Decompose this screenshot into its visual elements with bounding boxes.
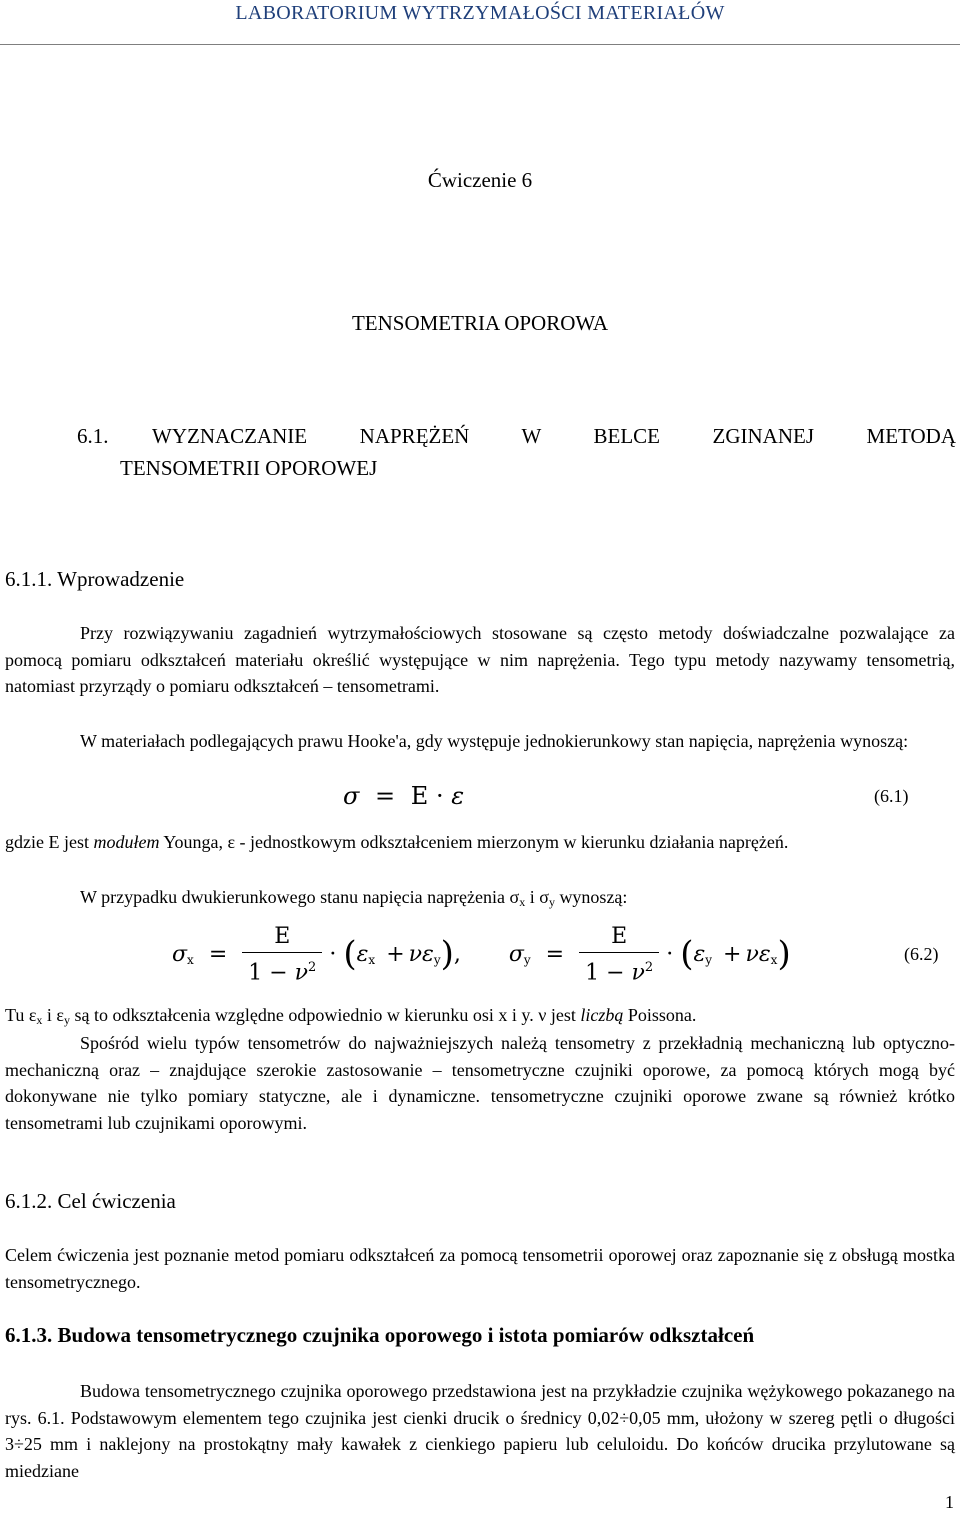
p3-italic-term: modułem (93, 832, 160, 852)
eq2-comma: , (453, 942, 461, 968)
eq2-equals-1: = (208, 942, 228, 968)
p5-sub-y: y (63, 1013, 70, 1027)
p4-text: W przypadku dwukierunkowego stanu napięcia naprężenia σ (80, 887, 520, 907)
p5-italic-term: liczbą (580, 1005, 624, 1025)
section-title-line2: TENSOMETRII OPOROWEJ (120, 456, 378, 480)
eq2-frac1-denominator (242, 953, 322, 988)
eq2-eps-sub-x: x (368, 953, 376, 968)
strain-definition-paragraph (5, 1002, 955, 1029)
p3-text-b: Younga, ε - jednostkowym odkształceniem mierzonym w kierunku działania naprężeń. (159, 832, 789, 852)
tensometer-types-paragraph: Spośród wielu typów tensometrów do najważniejszych należą tensometry z przekładnią mechaniczną lub optyczno-mechaniczną oraz – znajdujące szerokie zastosowanie – tensometryczne czujniki oporowe, za pomocą których mogą być dokonywane nie tylko pomiary statyczne, ale i dynamiczne. tensometryczne czujniki oporowe zwane są również krótko tensometrami lub czujnikami oporowymi. (5, 1033, 955, 1133)
eq2-frac2-numerator: E (579, 922, 659, 953)
goal-paragraph: Celem ćwiczenia jest poznanie metod pomiaru odkształceń za pomocą tensometrii oporowej oraz zapoznanie się z obsługą mostka tensometrycznego. (5, 1245, 955, 1292)
eq2-eps-sub-y-2: y (705, 953, 713, 968)
eq2-frac1-nu: ν (294, 960, 309, 986)
equation-number-6-1: (6.1) (874, 786, 909, 806)
eq2-dot-1: · (329, 942, 337, 968)
eq2-sub-x: x (187, 953, 194, 968)
construction-paragraph: Budowa tensometrycznego czujnika oporowego przedstawiona jest na przykładzie czujnika wężykowego pokazanego na rys. 6.1. Podstawowym elementem tego czujnika jest cienki drucik o średnicy 0,02÷0,05 mm, ułożony w szereg pętli o długości 3÷25 mm i naklejony na prostokątny mały kawałek z cienkiego papieru lub celuloidu. Do końców drucika przylutowane są miedziane (5, 1381, 955, 1481)
eq2-plus-2: + (723, 942, 742, 968)
eq2-frac2-one-minus: 1 − (585, 960, 632, 986)
eq2-sub-y: y (523, 953, 531, 968)
page-number: 1 (945, 1492, 954, 1512)
subsection-heading-introduction: 6.1.1. Wprowadzenie (5, 567, 185, 591)
equation-hooke (343, 782, 464, 810)
eq1-equals: = (375, 782, 396, 810)
p5-sub-x: x (36, 1013, 43, 1027)
eq2-open-paren-1: ( (343, 934, 357, 975)
eq2-frac1-one-minus: 1 − (248, 960, 295, 986)
eq2-close-paren-1: ) (440, 934, 454, 975)
subsection-heading-goal: 6.1.2. Cel ćwiczenia (5, 1189, 176, 1213)
eq1-dot: · (435, 782, 444, 810)
eq2-dot-2: · (666, 942, 674, 968)
p5-text-c: są to odkształcenia względne odpowiednio w kierunku osi x i y. ν jest (69, 1005, 581, 1025)
p3-text-a: gdzie E jest (5, 832, 94, 852)
eq2-eps-sub-x-2: x (770, 953, 778, 968)
eq2-plus-1: + (386, 942, 405, 968)
eq2-frac2-square: 2 (644, 960, 654, 975)
p4-sub-x: x (519, 895, 526, 909)
eq2-epsilon-y-2: ε (693, 942, 706, 968)
exercise-title: Ćwiczenie 6 (427, 168, 533, 192)
eq2-frac1-square: 2 (308, 960, 317, 975)
p4-mid: i σ (525, 887, 549, 907)
eq2-epsilon-x: ε (356, 942, 369, 968)
topic-title: TENSOMETRIA OPOROWA (351, 311, 609, 335)
equation-biaxial (172, 922, 791, 988)
eq2-frac2-denominator (579, 953, 659, 988)
eq2-open-paren-2: ( (680, 934, 694, 975)
eq2-nu-2: ν (745, 942, 759, 968)
biaxial-paragraph (5, 884, 955, 911)
p5-text-b: i ε (42, 1005, 64, 1025)
section-title-line1: WYZNACZANIE NAPRĘŻEŃ W BELCE ZGINANEJ METODĄ (152, 424, 956, 448)
eq2-fraction-2 (579, 922, 659, 988)
subsection-heading-construction: 6.1.3. Budowa tensometrycznego czujnika oporowego i istota pomiarów odkształceń (5, 1323, 755, 1347)
eq2-sigma-y: σ (508, 942, 524, 968)
eq2-sigma-x: σ (172, 942, 188, 968)
eq2-epsilon-y-1: ε (422, 942, 434, 968)
equation-number-6-2: (6.2) (904, 944, 939, 964)
young-modulus-paragraph (5, 829, 955, 856)
p5-text-a: Tu ε (5, 1005, 37, 1025)
eq2-frac1-numerator: E (242, 922, 322, 953)
eq2-close-paren-2: ) (777, 934, 791, 975)
p4-sub-y: y (548, 895, 555, 909)
p4-end: wynoszą: (554, 887, 628, 907)
running-header: LABORATORIUM WYTRZYMAŁOŚCI MATERIAŁÓW (235, 2, 725, 24)
intro-paragraph: Przy rozwiązywaniu zagadnień wytrzymałościowych stosowane są często metody doświadczalne pozwalające za pomocą pomiaru odkształceń materiału określić występujące w nim naprężenia. Tego typu metody nazywamy tensometrią, natomiast przyrządy o pomiaru odkształceń – tensometrami. (5, 623, 955, 697)
header-divider (0, 44, 960, 45)
hooke-paragraph: W materiałach podlegających prawu Hooke'a, gdy występuje jednokierunkowy stan napięcia, naprężenia wynoszą: (80, 731, 909, 751)
eq2-frac2-nu: ν (631, 960, 645, 986)
eq2-nu-1: ν (408, 942, 422, 968)
eq2-epsilon-x-2: ε (758, 942, 771, 968)
p5-text-d: Poissona. (623, 1005, 697, 1025)
eq1-epsilon: ε (451, 782, 465, 810)
eq1-sigma: σ (343, 782, 360, 810)
eq2-fraction-1 (242, 922, 322, 988)
section-number: 6.1. (77, 424, 109, 448)
eq2-eps-sub-y-1: y (433, 953, 441, 968)
eq1-modulus: E (410, 782, 429, 810)
eq2-equals-2: = (545, 942, 565, 968)
